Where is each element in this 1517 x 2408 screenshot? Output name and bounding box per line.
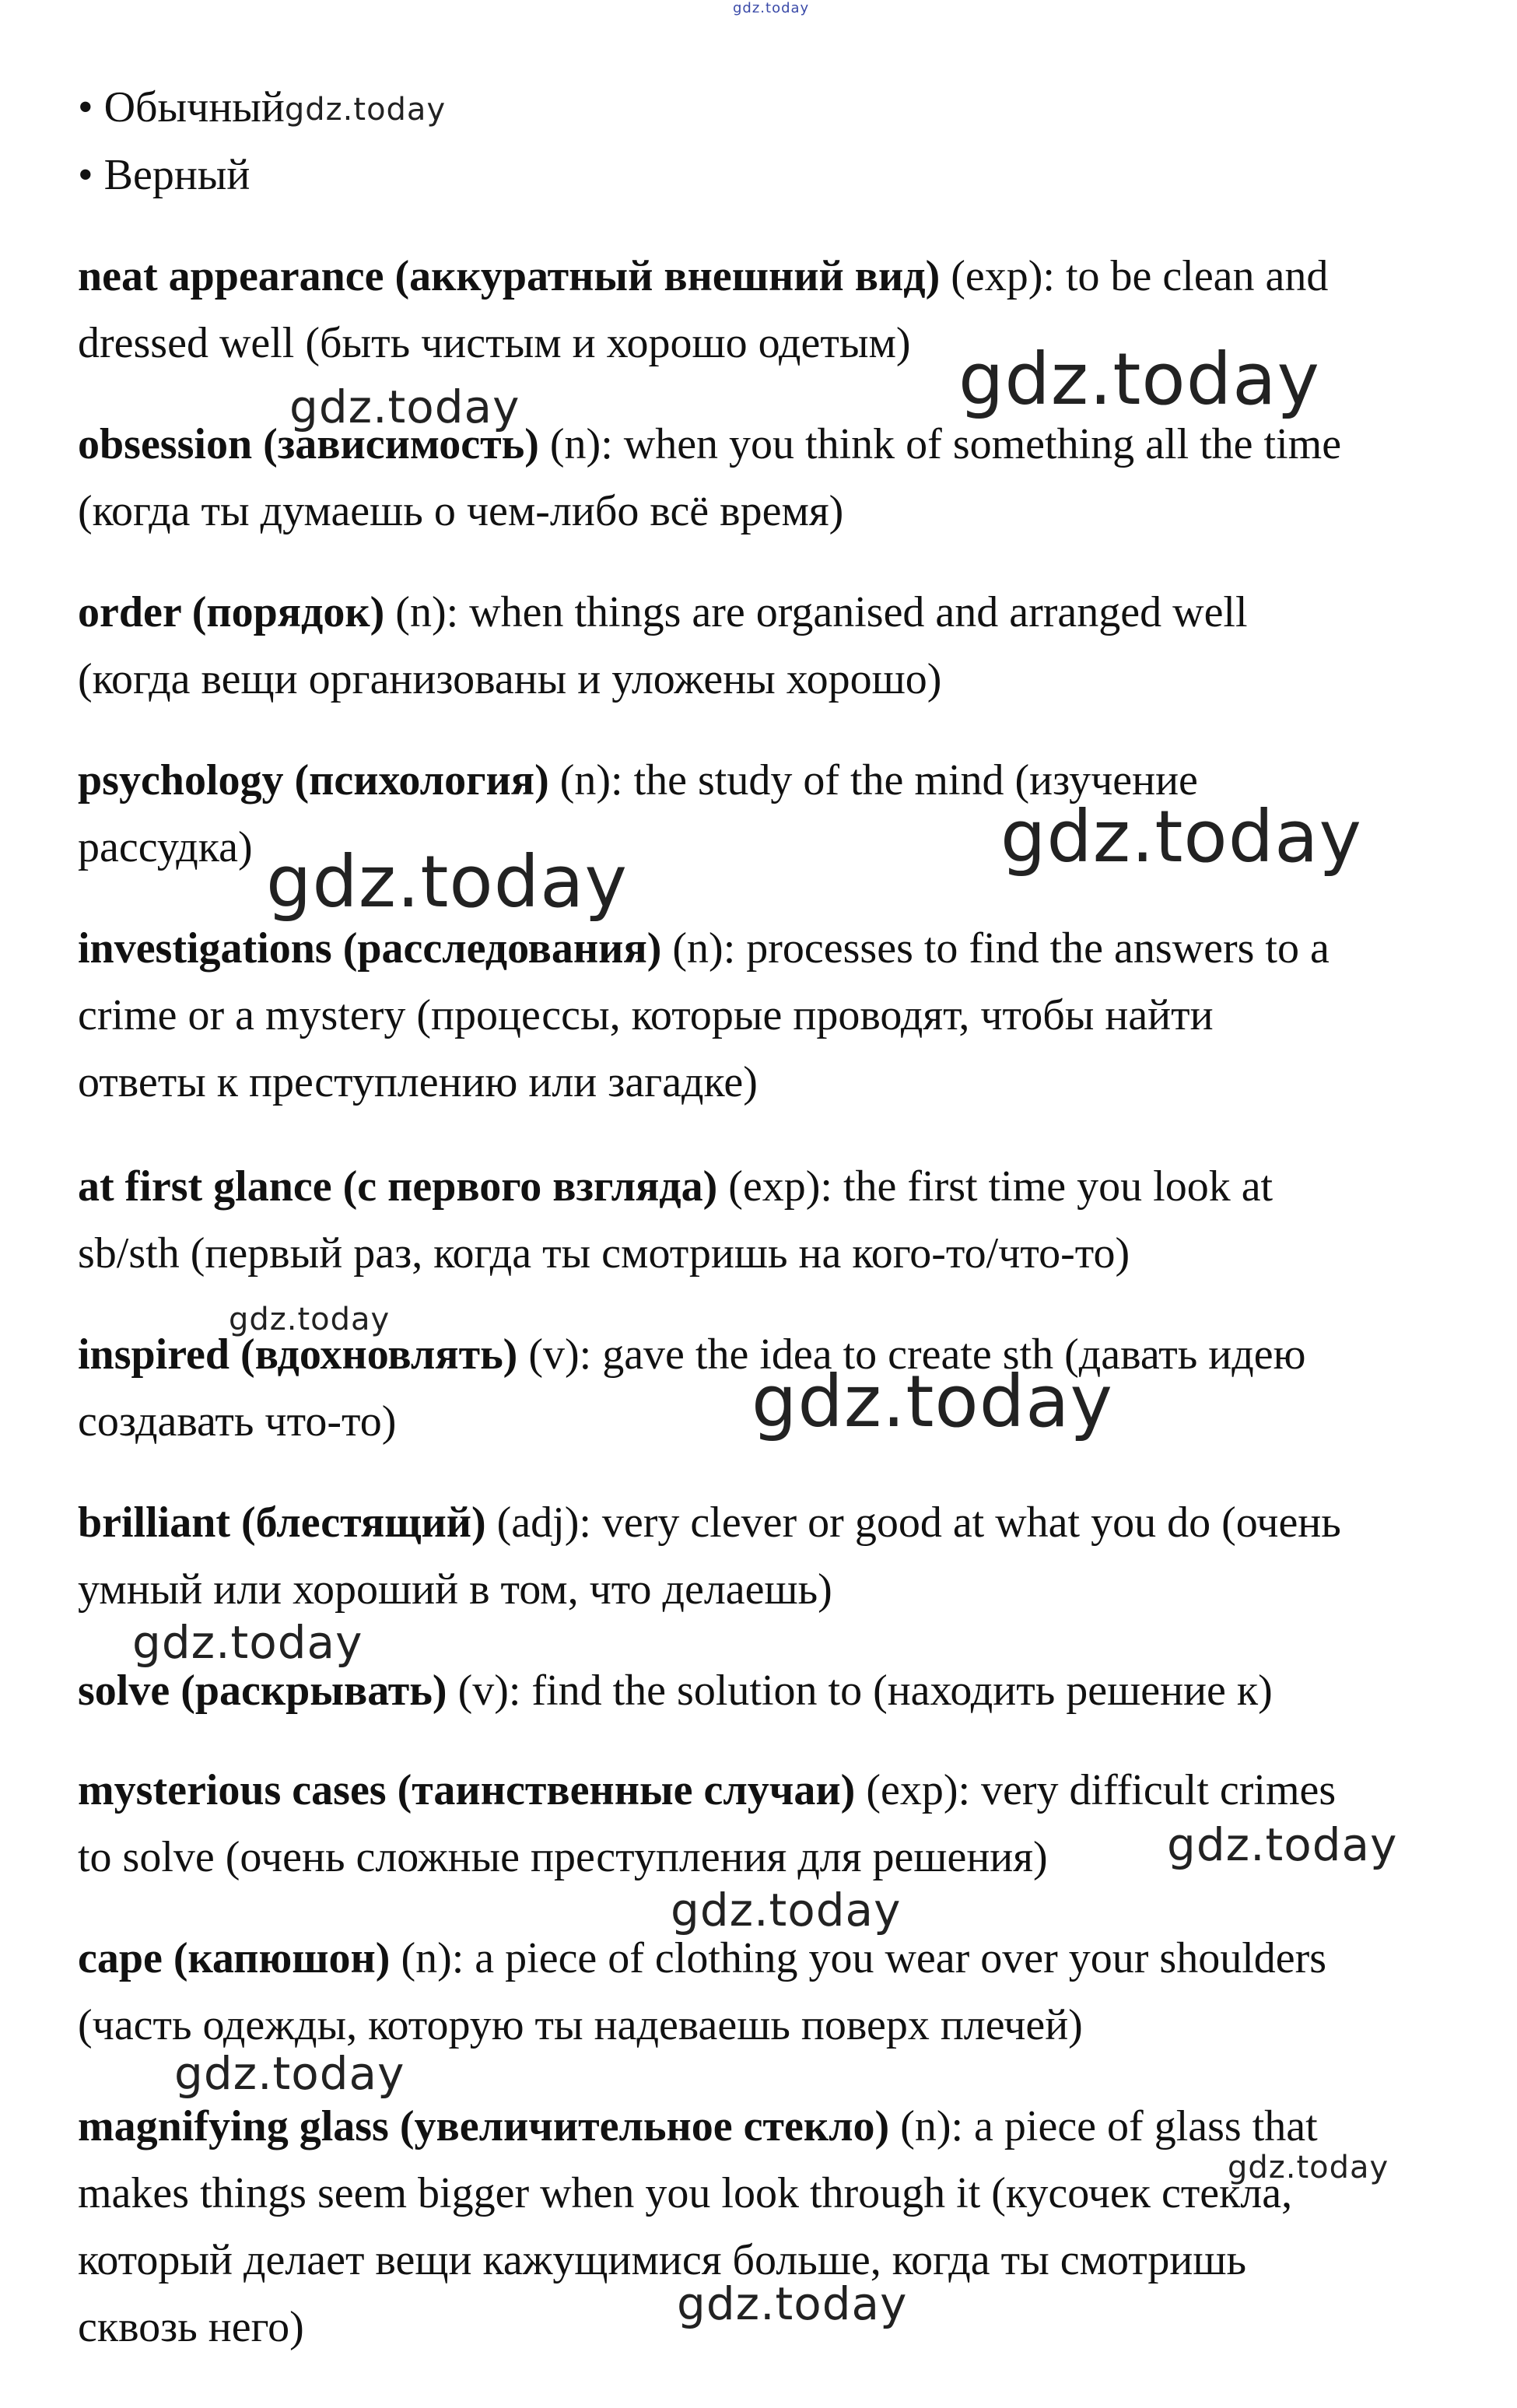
- vocab-definition: (n): the study of the mind (изучение: [548, 756, 1198, 804]
- vocab-definition: (n): when things are organised and arranged well: [384, 588, 1248, 636]
- vocab-entry-line: [78, 1556, 832, 1623]
- inline-watermark: gdz.today: [284, 92, 447, 128]
- bullet-item: [78, 142, 250, 209]
- vocab-definition: который делает вещи кажущимися больше, когда ты смотришь: [78, 2236, 1247, 2284]
- vocab-definition: (n): a piece of glass that: [889, 2102, 1318, 2150]
- vocab-entry-line: [78, 310, 911, 377]
- vocab-entry-line: [78, 1757, 1336, 1824]
- vocab-term: magnifying glass (увеличительное стекло): [78, 2102, 890, 2150]
- vocab-definition: создавать что-то): [78, 1397, 397, 1446]
- vocab-term: order (порядок): [78, 588, 385, 636]
- watermark: gdz.today: [751, 1360, 1113, 1443]
- vocab-entry-line: [78, 915, 1330, 982]
- vocab-term: mysterious cases (таинственные случаи): [78, 1766, 856, 1814]
- vocab-term: obsession (зависимость): [78, 420, 539, 468]
- vocab-definition: (n): when you think of something all the time: [538, 420, 1342, 468]
- watermark: gdz.today: [289, 380, 520, 433]
- vocab-entry-line: [78, 1220, 1130, 1287]
- watermark: gdz.today: [1000, 795, 1362, 878]
- watermark: gdz.today: [266, 840, 628, 924]
- vocab-entry-line: [78, 1049, 758, 1116]
- vocab-definition: (n): processes to find the answers to a: [661, 924, 1330, 973]
- watermark: gdz.today: [174, 2047, 405, 2100]
- vocab-entry-line: [78, 1824, 1048, 1891]
- vocab-definition: (когда ты думаешь о чем-либо всё время): [78, 487, 844, 535]
- vocab-entry-line: [78, 2227, 1246, 2294]
- bullet-item: [78, 74, 446, 141]
- vocab-definition: sb/sth (первый раз, когда ты смотришь на кого-то/что-то): [78, 1229, 1130, 1278]
- vocab-definition: to solve (очень сложные преступления для решения): [78, 1833, 1048, 1881]
- vocab-definition: (когда вещи организованы и уложены хорошо): [78, 655, 942, 703]
- watermark: gdz.today: [229, 1302, 391, 1337]
- vocab-definition: dressed well (быть чистым и хорошо одетым): [78, 319, 911, 367]
- vocab-definition: рассудка): [78, 823, 253, 871]
- vocab-entry-line: [78, 982, 1214, 1049]
- watermark: gdz.today: [671, 1884, 902, 1937]
- vocab-definition: (часть одежды, которую ты надеваешь поверх плечей): [78, 2001, 1083, 2049]
- vocab-definition: ответы к преступлению или загадке): [78, 1058, 758, 1106]
- vocab-term: cape (капюшон): [78, 1934, 391, 1982]
- vocab-definition: (adj): very clever or good at what you do (очень: [485, 1498, 1341, 1547]
- vocab-entry-line: [78, 243, 1328, 310]
- vocab-definition: умный или хороший в том, что делаешь): [78, 1565, 832, 1614]
- vocab-definition: (v): find the solution to (находить решение к): [447, 1667, 1273, 1715]
- vocab-entry-line: [78, 1153, 1273, 1220]
- watermark: gdz.today: [1228, 2150, 1389, 2185]
- vocab-entry-line: [78, 2294, 304, 2361]
- vocab-definition: (exp): to be clean and: [940, 252, 1329, 300]
- vocab-term: psychology (психология): [78, 756, 549, 804]
- vocab-term: investigations (расследования): [78, 924, 662, 973]
- watermark: gdz.today: [958, 338, 1320, 421]
- vocab-definition: (exp): very difficult crimes: [855, 1766, 1337, 1814]
- vocab-entry-line: [78, 2093, 1318, 2160]
- top-watermark: gdz.today: [733, 0, 810, 16]
- vocab-term: at first glance (с первого взгляда): [78, 1162, 718, 1211]
- vocab-entry-line: [78, 1489, 1341, 1556]
- vocab-definition: (n): a piece of clothing you wear over your shoulders: [390, 1934, 1327, 1982]
- watermark: gdz.today: [132, 1616, 363, 1669]
- watermark: gdz.today: [1167, 1818, 1398, 1871]
- vocab-entry-line: [78, 646, 941, 713]
- vocab-term: inspired (вдохновлять): [78, 1330, 518, 1379]
- vocab-definition: crime or a mystery (процессы, которые проводят, чтобы найти: [78, 991, 1214, 1039]
- vocab-entry-line: [78, 2160, 1292, 2227]
- vocab-entry-line: [78, 1388, 396, 1455]
- vocab-entry-line: [78, 579, 1248, 646]
- bullet-text: • Верный: [78, 151, 250, 199]
- vocab-entry-line: [78, 814, 253, 881]
- bullet-text: • Обычный: [78, 83, 285, 131]
- vocab-definition: сквозь него): [78, 2303, 304, 2351]
- vocab-term: solve (раскрывать): [78, 1667, 447, 1715]
- vocab-definition: makes things seem bigger when you look through it (кусочек стекла,: [78, 2169, 1293, 2217]
- watermark: gdz.today: [677, 2277, 908, 2330]
- vocab-entry-line: [78, 478, 843, 545]
- vocab-term: neat appearance (аккуратный внешний вид): [78, 252, 941, 300]
- vocab-definition: (v): gave the idea to create sth (давать идею: [517, 1330, 1306, 1379]
- vocab-definition: (exp): the first time you look at: [717, 1162, 1274, 1211]
- vocab-term: brilliant (блестящий): [78, 1498, 486, 1547]
